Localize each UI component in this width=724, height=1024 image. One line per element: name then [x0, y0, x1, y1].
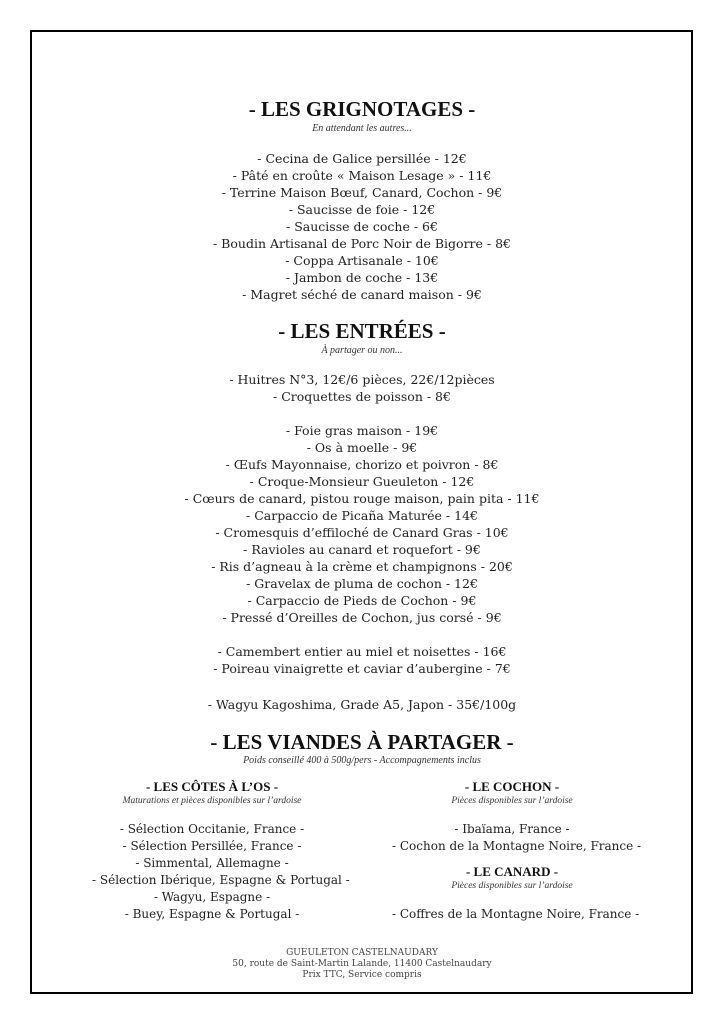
menu-item: - Poireau vinaigrette et caviar d’aubergine - 7€ — [213, 661, 511, 676]
cotes-title: - LES CÔTES À L’OS - — [145, 779, 279, 794]
menu-item: - Sélection Ibérique, Espagne & Portugal - — [92, 873, 350, 887]
viandes-title: - LES VIANDES À PARTAGER - — [210, 730, 514, 754]
footer — [0, 948, 724, 981]
entrees-title: - LES ENTRÉES - — [278, 319, 446, 343]
entrees-list-1 — [0, 371, 724, 405]
menu-item: - Boudin Artisanal de Porc Noir de Bigorre - 8€ — [212, 236, 512, 251]
menu-item: - Croquettes de poisson - 8€ — [273, 389, 451, 404]
grignotages-subtitle: En attendant les autres... — [312, 123, 412, 134]
menu-item: - Wagyu Kagoshima, Grade A5, Japon - 35€/100g — [207, 697, 517, 712]
menu-item: - Œufs Mayonnaise, chorizo et poivron - 8€ — [225, 457, 499, 472]
menu-item: - Magret séché de canard maison - 9€ — [242, 287, 482, 302]
footer-note: Prix TTC, Service compris — [302, 970, 422, 980]
canard-subtitle: Pièces disponibles sur l’ardoise — [451, 881, 573, 891]
menu-item: - Terrine Maison Bœuf, Canard, Cochon - 9€ — [221, 185, 503, 200]
menu-item: - Foie gras maison - 19€ — [285, 423, 439, 438]
menu-item: - Gravelax de pluma de cochon - 12€ — [246, 576, 478, 591]
menu-item: - Sélection Persillée, France - — [122, 839, 302, 853]
menu-item: - Croque-Monsieur Gueuleton - 12€ — [249, 474, 475, 489]
menu-item: - Pressé d’Oreilles de Cochon, jus corsé - 9€ — [222, 610, 502, 625]
menu-item: - Saucisse de coche - 6€ — [286, 219, 438, 234]
cochon-subtitle: Pièces disponibles sur l’ardoise — [451, 796, 573, 806]
menu-item: - Coppa Artisanale - 10€ — [285, 253, 439, 268]
cochon-title: - LE COCHON - — [464, 779, 560, 794]
menu-item: - Cochon de la Montagne Noire, France - — [392, 839, 642, 853]
menu-item: - Cecina de Galice persillée - 12€ — [257, 151, 467, 166]
menu-item: - Carpaccio de Pieds de Cochon - 9€ — [247, 593, 477, 608]
menu-item: - Saucisse de foie - 12€ — [288, 202, 436, 217]
menu-item: - Os à moelle - 9€ — [306, 440, 418, 455]
canard-list — [392, 906, 640, 923]
menu-item: - Ris d’agneau à la crème et champignons - 20€ — [211, 559, 513, 574]
canard-column — [392, 864, 640, 923]
menu-item: - Sélection Occitanie, France - — [119, 822, 305, 836]
entrees-list-2 — [0, 422, 724, 626]
menu-item: - Simmental, Allemagne - — [135, 856, 289, 870]
entrees-list-4 — [0, 696, 724, 713]
entrees-list-3 — [0, 643, 724, 677]
menu-item: - Camembert entier au miel et noisettes - 16€ — [217, 644, 507, 659]
menu-item: - Coffres de la Montagne Noire, France - — [392, 907, 640, 921]
menu-item: - Jambon de coche - 13€ — [285, 270, 439, 285]
canard-title: - LE CANARD - — [465, 864, 559, 879]
grignotages-list — [0, 150, 724, 303]
menu-item: - Cromesquis d’effiloché de Canard Gras - 10€ — [215, 525, 509, 540]
cochon-column — [392, 779, 642, 855]
grignotages-title: - LES GRIGNOTAGES - — [248, 97, 476, 121]
cotes-list — [92, 821, 350, 923]
cotes-column — [92, 779, 350, 923]
cochon-list — [392, 821, 642, 855]
viandes-subtitle: Poids conseillé 400 à 500g/pers - Accompagnements inclus — [243, 755, 481, 766]
menu-item: - Cœurs de canard, pistou rouge maison, pain pita - 11€ — [184, 491, 540, 506]
footer-restaurant-name: GUEULETON CASTELNAUDARY — [286, 948, 438, 958]
menu-item: - Buey, Espagne & Portugal - — [124, 907, 300, 921]
menu-item: - Huitres N°3, 12€/6 pièces, 22€/12pièces — [229, 372, 495, 387]
menu-item: - Ibaïama, France - — [454, 822, 570, 836]
cotes-subtitle: Maturations et pièces disponibles sur l’ardoise — [122, 796, 302, 806]
footer-address: 50, route de Saint-Martin Lalande, 11400 Castelnaudary — [232, 959, 492, 969]
menu-item: - Ravioles au canard et roquefort - 9€ — [243, 542, 481, 557]
menu-item: - Carpaccio de Picaña Maturée - 14€ — [246, 508, 478, 523]
menu-item: - Wagyu, Espagne - — [153, 890, 271, 904]
menu-item: - Pâté en croûte « Maison Lesage » - 11€ — [232, 168, 492, 183]
entrees-subtitle: À partager ou non... — [321, 345, 403, 356]
